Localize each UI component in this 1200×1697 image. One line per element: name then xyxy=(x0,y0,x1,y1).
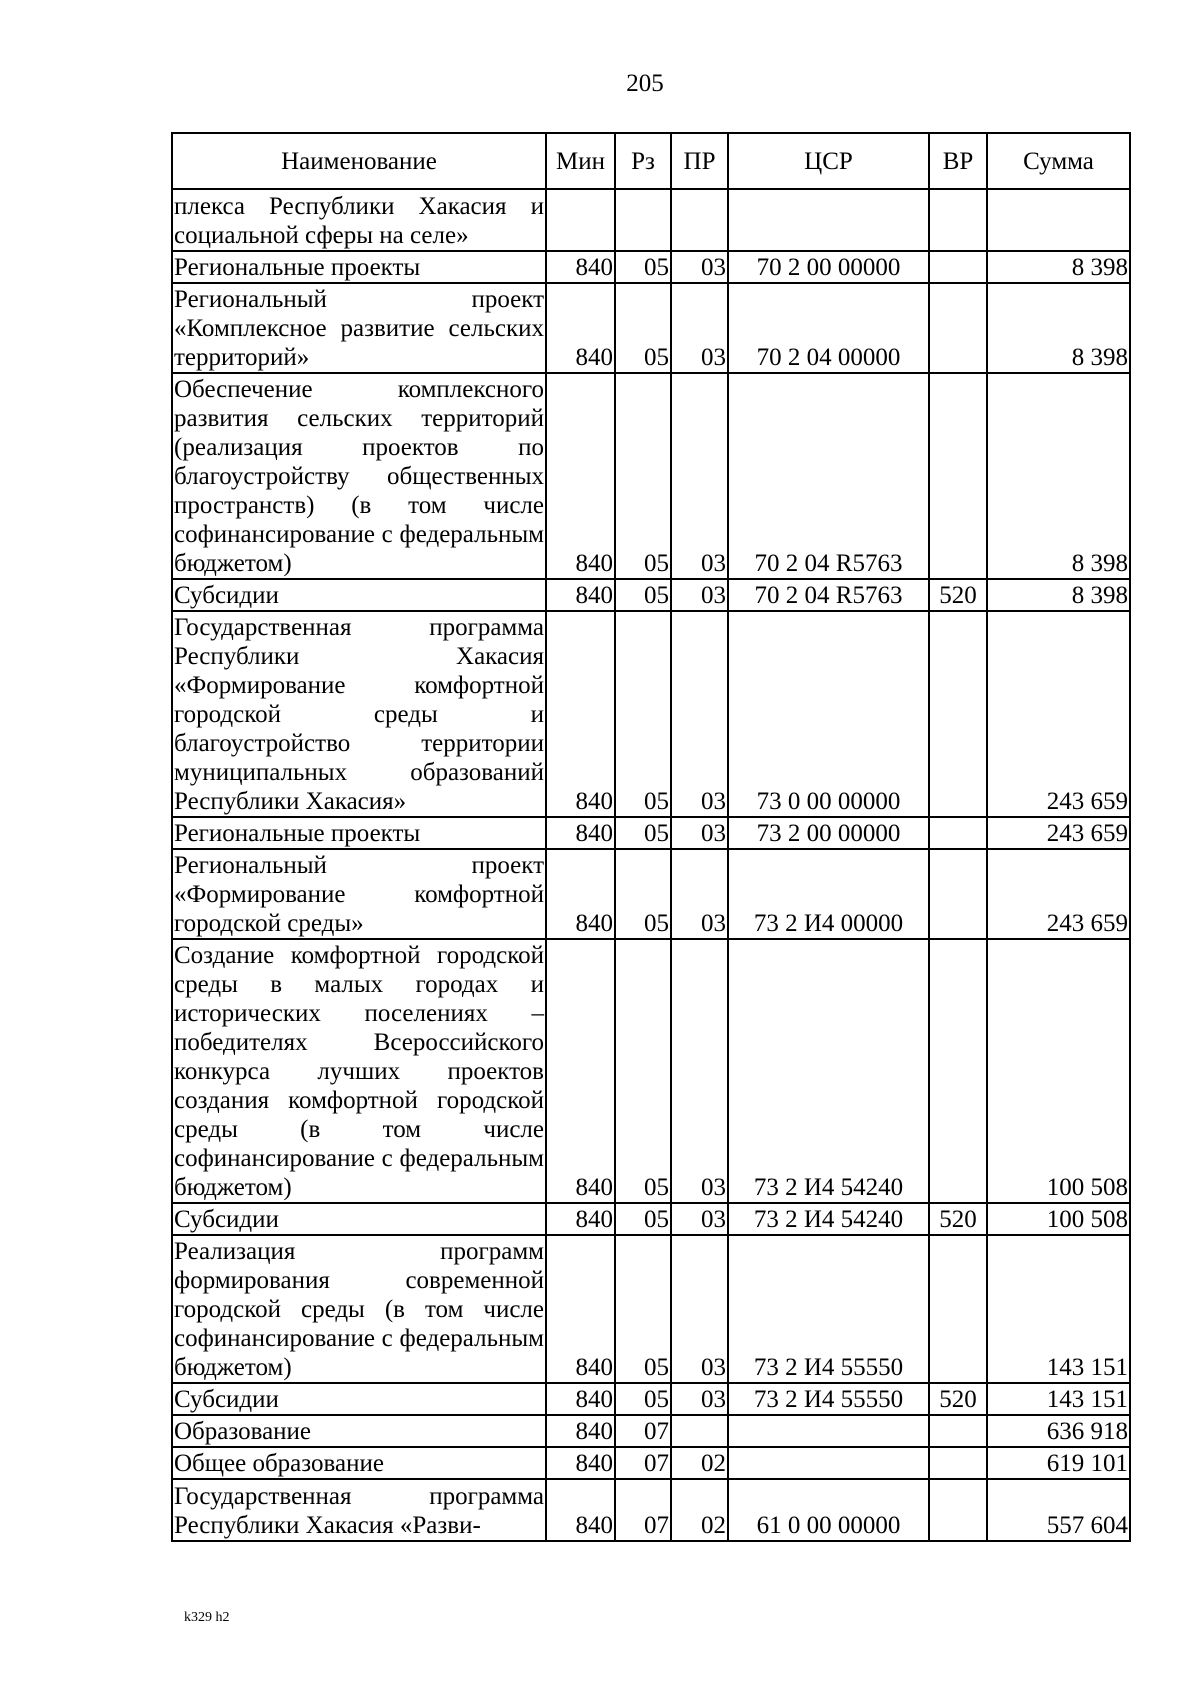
header-pr: ПР xyxy=(671,133,728,189)
cell-rz: 05 xyxy=(615,1203,671,1235)
cell-pr: 03 xyxy=(671,939,728,1203)
cell-csr: 73 2 И4 55550 xyxy=(728,1383,929,1415)
cell-vr xyxy=(929,283,987,373)
cell-rz: 05 xyxy=(615,817,671,849)
cell-vr: 520 xyxy=(929,1203,987,1235)
cell-name: Субсидии xyxy=(172,579,546,611)
cell-min xyxy=(546,189,615,251)
cell-rz: 05 xyxy=(615,939,671,1203)
table-row xyxy=(172,849,1130,939)
cell-pr: 02 xyxy=(671,1479,728,1541)
cell-pr: 02 xyxy=(671,1447,728,1479)
cell-csr: 73 0 00 00000 xyxy=(728,611,929,817)
cell-min: 840 xyxy=(546,1447,615,1479)
cell-name: Образование xyxy=(172,1415,546,1447)
table-row xyxy=(172,1415,1130,1447)
cell-sum: 557 604 xyxy=(987,1479,1130,1541)
cell-vr xyxy=(929,939,987,1203)
cell-pr: 03 xyxy=(671,373,728,579)
cell-sum: 619 101 xyxy=(987,1447,1130,1479)
cell-csr: 73 2 И4 54240 xyxy=(728,939,929,1203)
cell-vr: 520 xyxy=(929,1383,987,1415)
table-row xyxy=(172,1447,1130,1479)
cell-vr xyxy=(929,817,987,849)
header-rz: Рз xyxy=(615,133,671,189)
cell-pr: 03 xyxy=(671,579,728,611)
cell-pr: 03 xyxy=(671,1235,728,1383)
cell-name: Субсидии xyxy=(172,1203,546,1235)
budget-table xyxy=(171,132,1131,1542)
table-row xyxy=(172,1235,1130,1383)
table-row xyxy=(172,1479,1130,1541)
cell-sum: 143 151 xyxy=(987,1235,1130,1383)
header-sum: Сумма xyxy=(987,133,1130,189)
cell-name: Государственная программа Республики Хакасия «Разви- xyxy=(172,1479,546,1541)
cell-sum: 243 659 xyxy=(987,817,1130,849)
cell-csr xyxy=(728,1415,929,1447)
cell-rz: 05 xyxy=(615,611,671,817)
cell-pr xyxy=(671,189,728,251)
table-row xyxy=(172,611,1130,817)
cell-rz: 05 xyxy=(615,579,671,611)
cell-vr xyxy=(929,373,987,579)
footer-code: k329 h2 xyxy=(184,1610,230,1625)
cell-vr xyxy=(929,251,987,283)
cell-rz: 05 xyxy=(615,1383,671,1415)
cell-min: 840 xyxy=(546,849,615,939)
table-header-row xyxy=(172,133,1130,189)
header-vr: ВР xyxy=(929,133,987,189)
table-row xyxy=(172,251,1130,283)
cell-name: Региональные проекты xyxy=(172,251,546,283)
cell-min: 840 xyxy=(546,1383,615,1415)
cell-sum: 100 508 xyxy=(987,939,1130,1203)
cell-pr: 03 xyxy=(671,1383,728,1415)
cell-min: 840 xyxy=(546,283,615,373)
cell-vr: 520 xyxy=(929,579,987,611)
cell-csr: 70 2 00 00000 xyxy=(728,251,929,283)
cell-rz: 05 xyxy=(615,373,671,579)
cell-sum xyxy=(987,189,1130,251)
cell-vr xyxy=(929,611,987,817)
cell-csr: 70 2 04 R5763 xyxy=(728,579,929,611)
cell-name: Создание комфортной городской среды в малых городах и исторических поселениях – победителях Всероссийского конкурса лучших проектов создания комфортной городской среды (в том числе софинансирование с федеральным бюджетом) xyxy=(172,939,546,1203)
cell-name: Региональный проект «Комплексное развитие сельских территорий» xyxy=(172,283,546,373)
cell-min: 840 xyxy=(546,1479,615,1541)
cell-csr: 70 2 04 R5763 xyxy=(728,373,929,579)
table-row xyxy=(172,283,1130,373)
cell-sum: 8 398 xyxy=(987,251,1130,283)
cell-rz: 05 xyxy=(615,1235,671,1383)
cell-pr: 03 xyxy=(671,817,728,849)
cell-csr: 61 0 00 00000 xyxy=(728,1479,929,1541)
cell-sum: 636 918 xyxy=(987,1415,1130,1447)
cell-rz: 07 xyxy=(615,1415,671,1447)
cell-pr xyxy=(671,1415,728,1447)
cell-rz: 05 xyxy=(615,283,671,373)
cell-sum: 100 508 xyxy=(987,1203,1130,1235)
cell-sum: 8 398 xyxy=(987,373,1130,579)
cell-csr xyxy=(728,1447,929,1479)
table-row xyxy=(172,189,1130,251)
cell-csr: 70 2 04 00000 xyxy=(728,283,929,373)
cell-csr: 73 2 И4 00000 xyxy=(728,849,929,939)
cell-vr xyxy=(929,1415,987,1447)
cell-name: Региональные проекты xyxy=(172,817,546,849)
cell-sum: 8 398 xyxy=(987,579,1130,611)
table-row xyxy=(172,1383,1130,1415)
cell-min: 840 xyxy=(546,1203,615,1235)
cell-rz: 07 xyxy=(615,1447,671,1479)
table-row xyxy=(172,817,1130,849)
cell-min: 840 xyxy=(546,579,615,611)
table-row xyxy=(172,939,1130,1203)
cell-sum: 243 659 xyxy=(987,611,1130,817)
cell-name: Общее образование xyxy=(172,1447,546,1479)
page-number: 205 xyxy=(626,70,664,97)
cell-min: 840 xyxy=(546,817,615,849)
cell-min: 840 xyxy=(546,251,615,283)
cell-min: 840 xyxy=(546,1415,615,1447)
cell-csr: 73 2 И4 55550 xyxy=(728,1235,929,1383)
cell-vr xyxy=(929,1235,987,1383)
cell-vr xyxy=(929,1479,987,1541)
cell-name: Региональный проект «Формирование комфортной городской среды» xyxy=(172,849,546,939)
cell-csr xyxy=(728,189,929,251)
cell-name: Реализация программ формирования современной городской среды (в том числе софинансирование с федеральным бюджетом) xyxy=(172,1235,546,1383)
cell-vr xyxy=(929,1447,987,1479)
header-csr: ЦСР xyxy=(728,133,929,189)
cell-pr: 03 xyxy=(671,611,728,817)
header-name: Наименование xyxy=(172,133,546,189)
cell-csr: 73 2 И4 54240 xyxy=(728,1203,929,1235)
cell-name: Обеспечение комплексного развития сельских территорий (реализация проектов по благоустройству общественных пространств) (в том числе софинансирование с федеральным бюджетом) xyxy=(172,373,546,579)
cell-sum: 243 659 xyxy=(987,849,1130,939)
cell-pr: 03 xyxy=(671,283,728,373)
cell-min: 840 xyxy=(546,611,615,817)
cell-pr: 03 xyxy=(671,251,728,283)
cell-min: 840 xyxy=(546,1235,615,1383)
cell-sum: 143 151 xyxy=(987,1383,1130,1415)
header-min: Мин xyxy=(546,133,615,189)
cell-pr: 03 xyxy=(671,849,728,939)
cell-min: 840 xyxy=(546,373,615,579)
cell-name: плекса Республики Хакасия и социальной сферы на селе» xyxy=(172,189,546,251)
cell-name: Государственная программа Республики Хакасия «Формирование комфортной городской среды и благоустройство территории муниципальных образований Республики Хакасия» xyxy=(172,611,546,817)
table-row xyxy=(172,579,1130,611)
cell-vr xyxy=(929,849,987,939)
cell-rz: 05 xyxy=(615,251,671,283)
cell-rz: 07 xyxy=(615,1479,671,1541)
table-row xyxy=(172,373,1130,579)
cell-csr: 73 2 00 00000 xyxy=(728,817,929,849)
cell-rz: 05 xyxy=(615,849,671,939)
cell-min: 840 xyxy=(546,939,615,1203)
cell-sum: 8 398 xyxy=(987,283,1130,373)
cell-vr xyxy=(929,189,987,251)
table-row xyxy=(172,1203,1130,1235)
cell-name: Субсидии xyxy=(172,1383,546,1415)
cell-pr: 03 xyxy=(671,1203,728,1235)
cell-rz xyxy=(615,189,671,251)
